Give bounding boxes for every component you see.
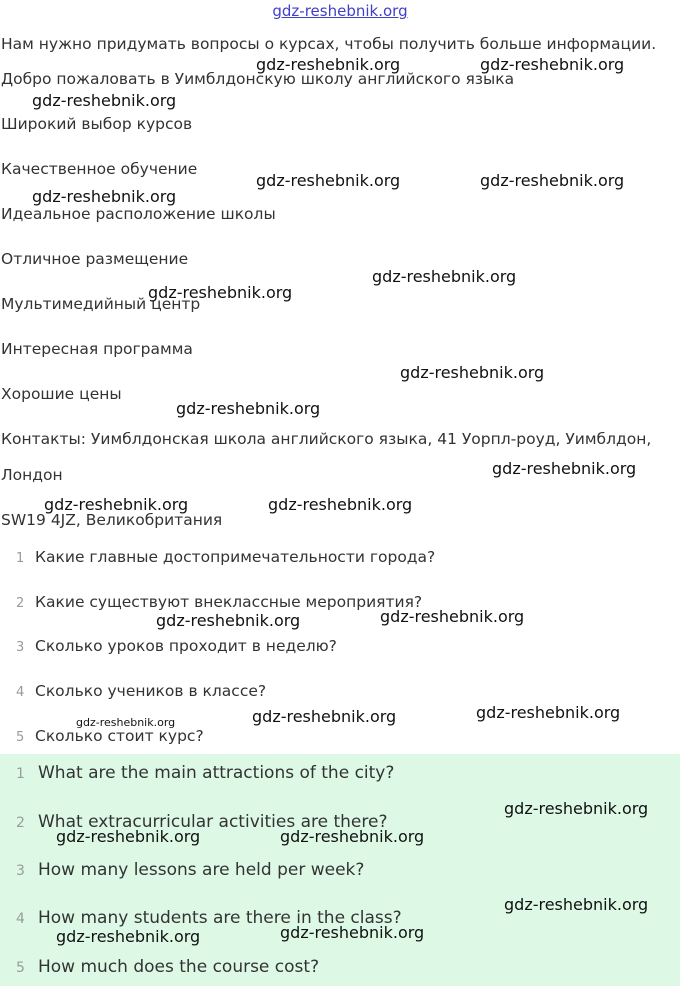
en-question-item: [16, 956, 319, 979]
ru-question-item: [16, 726, 204, 748]
watermark: gdz-reshebnik.org: [492, 459, 637, 478]
contacts-city: Лондон: [1, 466, 63, 484]
en-question-text: How much does the course cost?: [38, 957, 320, 977]
watermark: gdz-reshebnik.org: [252, 707, 397, 726]
watermark: gdz-reshebnik.org: [480, 55, 625, 74]
watermark: gdz-reshebnik.org: [280, 923, 425, 942]
item-number: 4: [16, 911, 25, 927]
feature-line: Хорошие цены: [1, 385, 122, 403]
ru-question-text: Сколько учеников в классе?: [35, 682, 267, 700]
item-number: 5: [16, 960, 25, 976]
intro-paragraph: Нам нужно придумать вопросы о курсах, чтобы получить больше информации.: [1, 35, 657, 53]
watermark: gdz-reshebnik.org: [380, 607, 525, 626]
watermark: gdz-reshebnik.org: [372, 267, 517, 286]
watermark: gdz-reshebnik.org: [268, 495, 413, 514]
ru-question-text: Какие главные достопримечательности города?: [35, 548, 436, 566]
ru-question-text: Сколько уроков проходит в неделю?: [35, 637, 337, 655]
item-number: 2: [16, 596, 25, 611]
watermark: gdz-reshebnik.org: [148, 283, 293, 302]
item-number: 4: [16, 685, 25, 700]
watermark: gdz-reshebnik.org: [32, 91, 177, 110]
feature-line: Отличное размещение: [1, 250, 189, 268]
watermark: gdz-reshebnik.org: [32, 187, 177, 206]
welcome-line: Добро пожаловать в Уимблдонскую школу английского языка: [1, 70, 515, 88]
watermark: gdz-reshebnik.org: [256, 171, 401, 190]
ru-question-item: [16, 547, 435, 569]
feature-line: Идеальное расположение школы: [1, 205, 276, 223]
watermark: gdz-reshebnik.org: [256, 55, 401, 74]
watermark: gdz-reshebnik.org: [476, 703, 621, 722]
ru-question-item: [16, 681, 266, 703]
en-question-item: [16, 859, 364, 882]
feature-line: Качественное обучение: [1, 160, 198, 178]
ru-question-text: Какие существуют внеклассные мероприятия?: [35, 593, 423, 611]
watermark: gdz-reshebnik.org: [176, 399, 321, 418]
ru-question-text: Сколько стоит курс?: [35, 727, 204, 745]
ru-question-item: [16, 636, 337, 658]
en-question-item: [16, 762, 394, 785]
feature-line: Широкий выбор курсов: [1, 115, 193, 133]
item-number: 2: [16, 815, 25, 831]
item-number: 3: [16, 863, 25, 879]
watermark: gdz-reshebnik.org: [400, 363, 545, 382]
item-number: 1: [16, 551, 25, 566]
item-number: 3: [16, 640, 25, 655]
watermark: gdz-reshebnik.org: [280, 827, 425, 846]
en-question-text: What are the main attractions of the city?: [38, 763, 395, 783]
watermark: gdz-reshebnik.org: [156, 611, 301, 630]
feature-line: Мультимедийный центр: [1, 295, 201, 313]
watermark: gdz-reshebnik.org: [56, 927, 201, 946]
contacts-postcode: SW19 4JZ, Великобритания: [1, 511, 223, 529]
watermark: gdz-reshebnik.org: [76, 716, 176, 729]
en-question-text: How many students are there in the class?: [38, 908, 402, 928]
watermark: gdz-reshebnik.org: [56, 827, 201, 846]
site-link[interactable]: gdz-reshebnik.org: [272, 2, 408, 20]
contacts-line: Контакты: Уимблдонская школа английского языка, 41 Уорпл-роуд, Уимблдон,: [1, 430, 652, 448]
watermark: gdz-reshebnik.org: [504, 895, 649, 914]
en-question-text: How many lessons are held per week?: [38, 860, 365, 880]
en-question-text: What extracurricular activities are there?: [38, 812, 388, 832]
item-number: 1: [16, 766, 25, 782]
watermark: gdz-reshebnik.org: [44, 495, 189, 514]
watermark: gdz-reshebnik.org: [504, 799, 649, 818]
watermark: gdz-reshebnik.org: [480, 171, 625, 190]
feature-line: Интересная программа: [1, 340, 193, 358]
item-number: 5: [16, 730, 25, 745]
